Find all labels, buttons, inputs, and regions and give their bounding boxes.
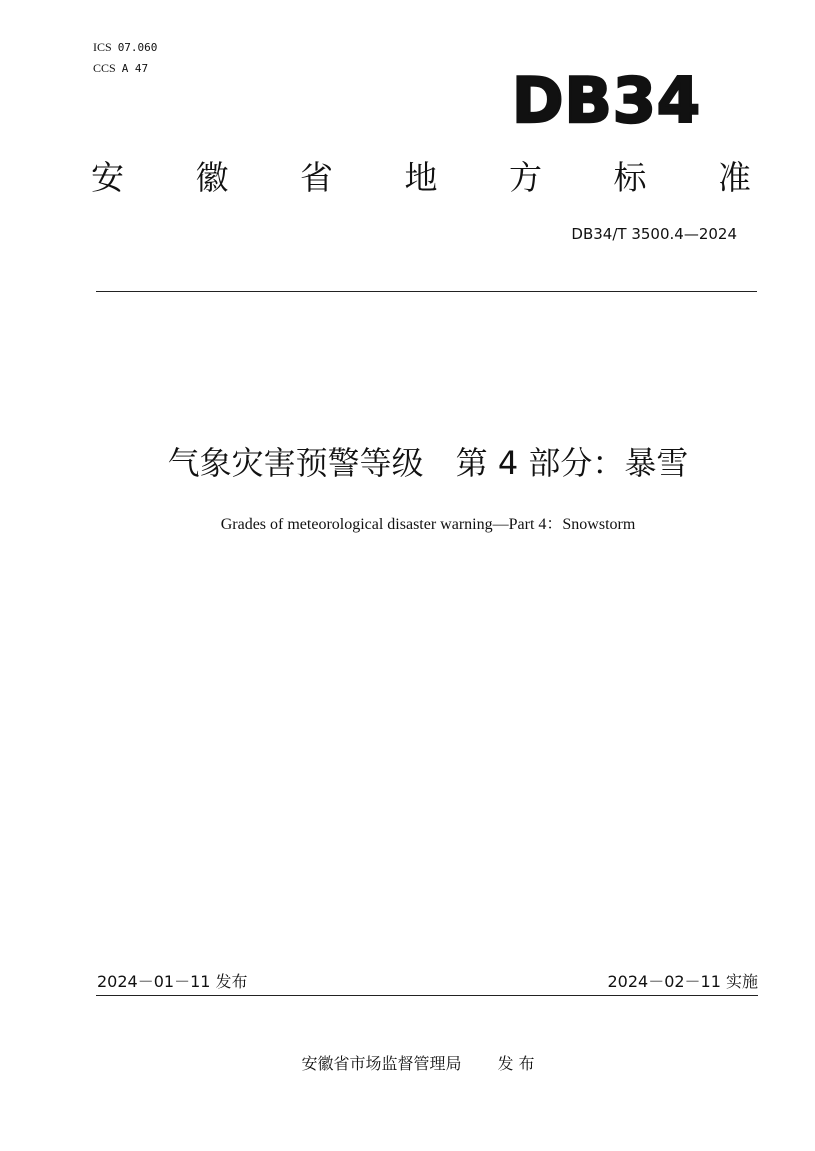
document-title-english: Grades of meteorological disaster warning—Part 4：Snowstorm: [220, 516, 636, 533]
ics-label: ICS: [93, 40, 112, 54]
header-divider: [96, 291, 757, 292]
heading-char: 徽: [195, 158, 229, 197]
ccs-label: CCS: [93, 61, 116, 75]
ccs-value: A 47: [121, 62, 149, 75]
ics-value: 07.060: [117, 41, 158, 54]
publisher-action: 发 布: [497, 1054, 535, 1073]
standard-number: DB34/T 3500.4—2024: [571, 225, 737, 243]
heading-char: 地: [404, 158, 438, 197]
heading-char: 标: [613, 158, 647, 197]
standard-type-heading: [91, 158, 751, 198]
ics-code: [93, 40, 157, 55]
publisher-name: 安徽省市场监督管理局: [301, 1054, 462, 1073]
footer-divider: [96, 995, 758, 996]
document-title: 气象灾害预警等级 第 4 部分：暴雪: [167, 444, 689, 482]
issue-date: 2024－01－11 发布: [97, 972, 248, 991]
ccs-code: [93, 61, 148, 76]
heading-char: 省: [300, 158, 333, 197]
effective-date: 2024－02－11 实施: [607, 972, 758, 991]
heading-char: 准: [718, 158, 751, 197]
heading-char: 安: [91, 158, 124, 197]
publisher-line: [0, 1054, 815, 1074]
heading-char: 方: [509, 158, 542, 197]
standard-logo: DB34: [512, 64, 702, 137]
